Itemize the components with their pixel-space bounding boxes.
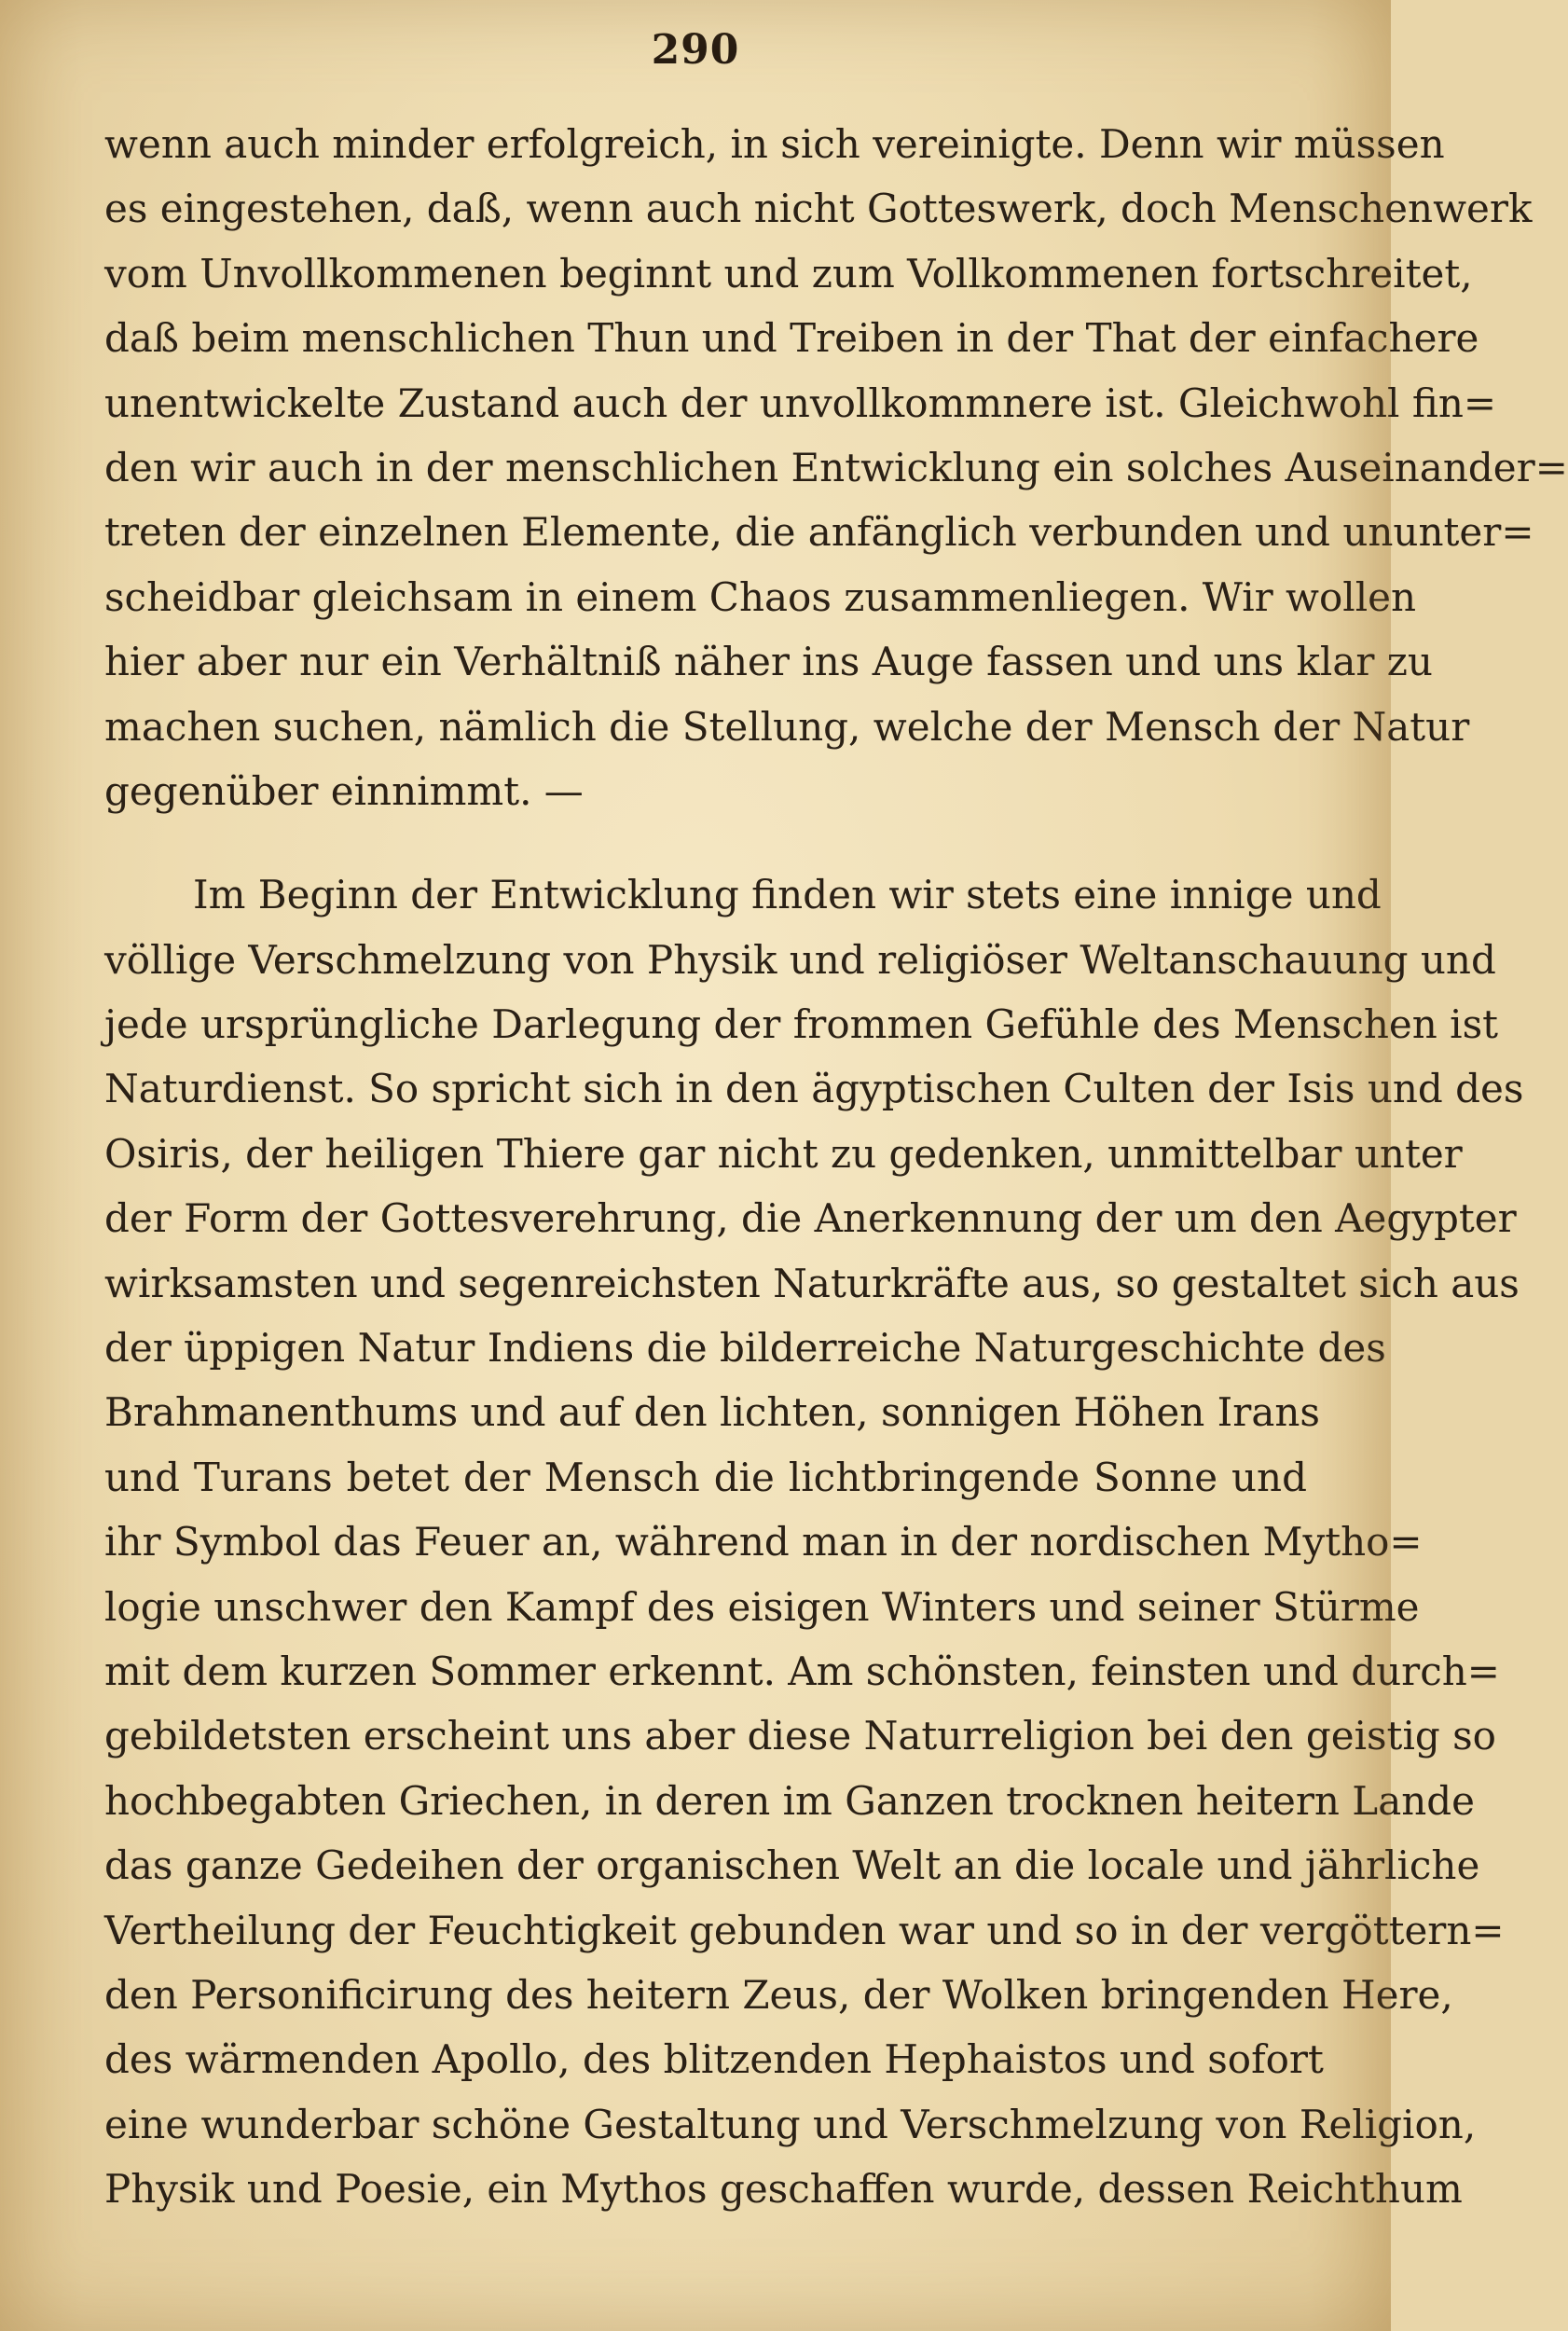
text-line: treten der einzelnen Elemente, die anfänglich verbunden und ununter= bbox=[104, 509, 1534, 556]
text-line: jede ursprüngliche Darlegung der frommen Gefühle des Menschen ist bbox=[104, 1001, 1499, 1048]
text-line: Physik und Poesie, ein Mythos geschaffen wurde, dessen Reichthum bbox=[104, 2166, 1463, 2213]
text-line: Naturdienst. So spricht sich in den ägyptischen Culten der Isis und des bbox=[104, 1066, 1524, 1112]
body-text bbox=[104, 112, 1568, 2222]
text-line: scheidbar gleichsam in einem Chaos zusammenliegen. Wir wollen bbox=[104, 573, 1417, 620]
text-line: hochbegabten Griechen, in deren im Ganzen trocknen heitern Lande bbox=[104, 1777, 1476, 1824]
text-line: den Personificirung des heitern Zeus, der Wolken bringenden Here, bbox=[104, 1971, 1453, 2018]
text-line: völlige Verschmelzung von Physik und religiöser Weltanschauung und bbox=[104, 936, 1496, 983]
text-line: ihr Symbol das Feuer an, während man in der nordischen Mytho= bbox=[104, 1519, 1423, 1565]
text-line: wirksamsten und segenreichsten Naturkräfte aus, so gestaltet sich aus bbox=[104, 1260, 1520, 1306]
text-line: unentwickelte Zustand auch der unvollkommnere ist. Gleichwohl fin= bbox=[104, 379, 1497, 426]
text-line: hier aber nur ein Verhältniß näher ins Auge fassen und uns klar zu bbox=[104, 639, 1433, 685]
text-line: den wir auch in der menschlichen Entwicklung ein solches Auseinander= bbox=[104, 444, 1568, 490]
text-line: der Form der Gottesverehrung, die Anerkennung der um den Aegypter bbox=[104, 1195, 1517, 1242]
text-line: Im Beginn der Entwicklung finden wir stets eine innige und bbox=[193, 872, 1382, 918]
text-line: Vertheilung der Feuchtigkeit gebunden war und so in der vergöttern= bbox=[104, 1907, 1505, 1953]
text-line: logie unschwer den Kampf des eisigen Winters und seiner Stürme bbox=[104, 1583, 1420, 1630]
text-line: Osiris, der heiligen Thiere gar nicht zu gedenken, unmittelbar unter bbox=[104, 1130, 1463, 1177]
text-line: eine wunderbar schöne Gestaltung und Verschmelzung von Religion, bbox=[104, 2101, 1477, 2147]
paragraph-2 bbox=[104, 862, 1524, 2221]
text-line: das ganze Gedeihen der organischen Welt an die locale und jährliche bbox=[104, 1842, 1480, 1889]
text-line: daß beim menschlichen Thun und Treiben in der That der einfachere bbox=[104, 315, 1479, 362]
page-number: 290 bbox=[651, 26, 740, 74]
text-line: gegenüber einnimmt. — bbox=[104, 767, 584, 814]
text-line: mit dem kurzen Sommer erkennt. Am schönsten, feinsten und durch= bbox=[104, 1648, 1500, 1694]
text-line: des wärmenden Apollo, des blitzenden Hephaistos und sofort bbox=[104, 2036, 1324, 2083]
paragraph-1 bbox=[104, 112, 1568, 823]
text-line: gebildetsten erscheint uns aber diese Naturreligion bei den geistig so bbox=[104, 1713, 1496, 1759]
text-line: vom Unvollkommenen beginnt und zum Vollkommenen fortschreitet, bbox=[104, 250, 1473, 297]
text-line: wenn auch minder erfolgreich, in sich vereinigte. Denn wir müssen bbox=[104, 121, 1445, 167]
text-line: Brahmanenthums und auf den lichten, sonnigen Höhen Irans bbox=[104, 1389, 1320, 1436]
text-line: der üppigen Natur Indiens die bilderreiche Naturgeschichte des bbox=[104, 1325, 1386, 1372]
text-line: und Turans betet der Mensch die lichtbringende Sonne und bbox=[104, 1454, 1307, 1500]
text-line: es eingestehen, daß, wenn auch nicht Gotteswerk, doch Menschenwerk bbox=[104, 186, 1533, 232]
text-line: machen suchen, nämlich die Stellung, welche der Mensch der Natur bbox=[104, 703, 1470, 750]
